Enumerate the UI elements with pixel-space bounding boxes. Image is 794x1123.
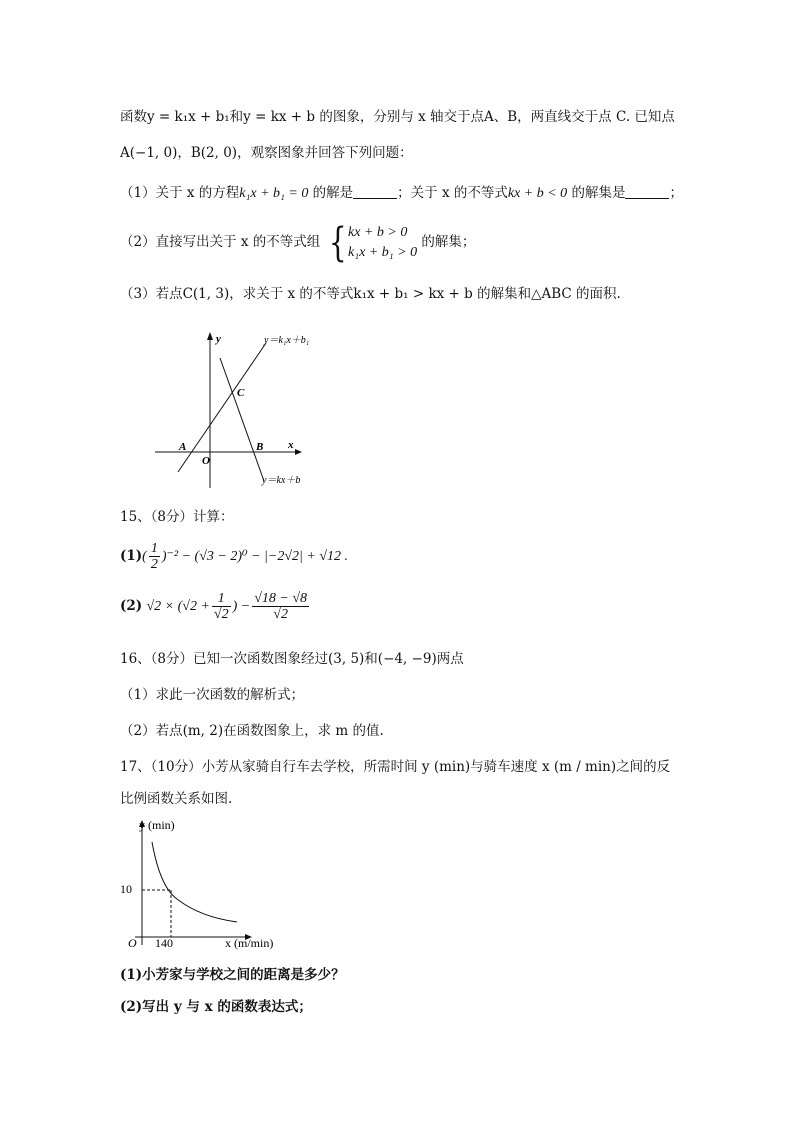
q2-prefix: （2）直接写出关于 x 的不等式组: [120, 234, 321, 250]
problem-17-header-2: 比例函数关系如图.: [120, 791, 233, 807]
q1-prefix: （1）关于 x 的方程: [120, 185, 240, 201]
question-2: [120, 219, 476, 266]
origin-label: O: [202, 455, 210, 467]
q1-mid2: ；关于 x 的不等式: [397, 185, 508, 201]
point-B-label: B: [256, 441, 264, 453]
q1-inequality: kx + b < 0: [507, 186, 568, 201]
problem-16-q1: （1）求此一次函数的解析式；: [120, 687, 305, 703]
problem-17-q1: (1)小芳家与学校之间的距离是多少？: [120, 967, 345, 983]
problem-15-expr-1: (1)( $\frac{1}{2}$ )⁻² − (√3 − 2)⁰ − |−2√2| + √12 .: [120, 541, 349, 572]
problem-15-expr-2: [120, 586, 311, 627]
two-lines-graph: [150, 328, 330, 493]
x-axis-arrow: [295, 449, 302, 455]
inverse-curve: [152, 842, 237, 922]
q2-suffix: 的解集；: [421, 234, 476, 250]
system-row-2: k₁x + b₁ > 0: [348, 244, 418, 260]
question-3: （3）若点C(1, 3)，求关于 x 的不等式k₁x + b₁ > kx + b 的解集和△ABC 的面积.: [120, 286, 621, 302]
fraction-numerator: 1: [150, 541, 158, 556]
fraction-denominator: √2: [273, 607, 288, 622]
system-row-1: kx + b > 0: [348, 224, 408, 240]
inequality-system: [325, 219, 418, 266]
problem-17-q2: (2)写出 y 与 x 的函数表达式；: [120, 999, 312, 1015]
fraction-denominator: 2: [150, 557, 158, 572]
expr-2-part-b: ) −: [232, 599, 251, 614]
problem-15-header: 15、（8分）计算：: [120, 509, 234, 525]
question-1: [120, 184, 683, 203]
expr-2-part-a: √2 × (√2 +: [146, 599, 210, 614]
x-tick-140: 140: [155, 936, 173, 950]
fraction-roots: [252, 591, 309, 622]
y-tick-10: 10: [120, 882, 132, 896]
y-axis-label: y: [216, 333, 221, 345]
inverse-function-graph: [115, 812, 290, 957]
problem-16-q2: （2）若点(m, 2)在函数图象上，求 m 的值.: [120, 723, 384, 739]
line-k1-label: y＝k₁x＋b₁: [264, 335, 310, 346]
fraction-numerator: √18 − √8: [254, 591, 308, 606]
intro-line-1: 函数y = k₁x + b₁和y = kx + b 的图象，分别与 x 轴交于点A、B，两直线交于点 C. 已知点: [120, 109, 675, 125]
expr-2-label: (2): [120, 598, 143, 614]
expr-1-label: (1): [120, 548, 143, 564]
q1-end: ；: [669, 185, 683, 201]
q1-answer-blank-1[interactable]: [353, 184, 397, 199]
fraction-one-over-root2: [212, 591, 231, 622]
y-axis-label: y (min): [139, 818, 175, 832]
problem-16-header: 16、（8分）已知一次函数图象经过(3, 5)和(−4, −9)两点: [120, 651, 464, 667]
x-axis-label: x: [288, 439, 294, 451]
line-k: [220, 358, 264, 481]
y-axis-arrow: [207, 332, 213, 340]
q1-mid: 的解是: [312, 185, 354, 201]
line-k-label: y＝kx＋b: [262, 475, 301, 486]
q1-equation: k₁x + b₁ = 0: [239, 186, 309, 201]
point-C-label: C: [237, 387, 245, 399]
point-A-label: A: [179, 441, 187, 453]
q1-suffix: 的解集是: [571, 185, 626, 201]
fraction-numerator: 1: [212, 591, 231, 607]
problem-17-header: 17、（10分）小芳从家骑自行车去学校，所需时间 y (min)与骑车速度 x (m / min)之间的反: [120, 759, 671, 775]
x-axis-label: x (m/min): [225, 936, 274, 950]
intro-line-2: A(−1, 0)，B(2, 0)，观察图象并回答下列问题：: [120, 145, 413, 161]
origin-label: O: [128, 936, 137, 950]
q1-answer-blank-2[interactable]: [625, 184, 669, 199]
fraction-half: [149, 541, 160, 572]
brace-symbol: {: [328, 219, 347, 266]
fraction-denominator: √2: [213, 607, 229, 622]
expr-1-rest: )⁻² − (√3 − 2)⁰ − |−2√2| + √12 .: [161, 549, 349, 564]
